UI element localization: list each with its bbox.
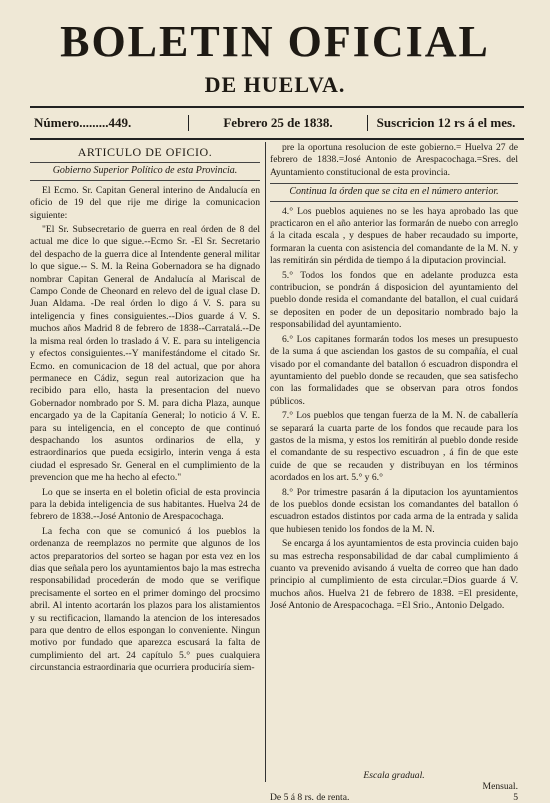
subscription-price: Suscricion 12 rs á el mes. <box>376 115 516 130</box>
paragraph: Se encarga á los ayuntamientos de esta provincia cuiden bajo su mas estrecha responsabilidad de dar cabal cumplimiento á cuanto va prevenido avisando á vuelta de correo que han dado principio al cumplimiento de esta circular.=Dios guarde á V. muchos años. Huelva 21 de febrero de 1838. =El presidente, José Antonio de Arespacochaga. =El Srio., Antonio Delgado. <box>270 538 518 612</box>
escala-label: Escala gradual. <box>363 770 425 781</box>
left-column <box>30 142 260 784</box>
paragraph: La fecha con que se comunicó á los pueblos la ordenanza de reemplazos no permite que algunos de los actos preparatorios del sorteo se hagan por esta vez en los dias que señala pero los ayuntamientos bajo la mas estrecha responsabilidad procederán de modo que se verifique precisamente el sorteo en el primer domingo del procsimo abril. Al intento acortarán los plazos para los alistamientos y su rectificacion, llamando la atencion de los interesados para que dentro de ellos espongan lo conveniente. Ningun motivo por fundado que aparezca escusará la falta de cumplimiento del art. 24 capítulo 5.° pues cualquiera circunstancia estraordinaria que ocurriera produciría siem- <box>30 525 260 674</box>
paragraph: 5.° Todos los fondos que en adelante produzca esta contribucion, se pondrán á disposicion del ayuntamiento del pueblo donde resida el comandante del batallon, el cual cuidará se depositen en poder de un depositario nombrado bajo la responsabilidad del ayuntamiento. <box>270 269 518 331</box>
masthead-subtitle: DE HUELVA. <box>204 72 346 97</box>
right-column <box>270 142 518 784</box>
renta-value: 5 <box>513 792 518 803</box>
masthead-title: BOLETIN OFICIAL <box>60 17 490 66</box>
paragraph: 7.° Los pueblos que tengan fuerza de la M. N. de caballería se separará la cuarta parte de los fondos que recaude para los gastos de la misma, y estos los remitirán al pueblo donde reside el comandante de su respectivo escuadron , á fin de que este cuide de que se recauden y distribuyan en los términos acordados en los art. 5.° y 6.° <box>270 410 518 484</box>
column-divider <box>265 142 266 782</box>
paragraph: Lo que se inserta en el boletin oficial de esta provincia para la debida inteligencia de sus habitantes. Huelva 24 de febrero de 1838.--José Antonio de Arespacochaga. <box>30 486 260 523</box>
renta-row <box>270 792 518 803</box>
mensual-label: Mensual. <box>482 781 518 792</box>
paragraph: pre la oportuna resolucion de este gobierno.= Huelva 27 de febrero de 1838.=José Antonio de Arespacochaga.=Sres. del Ayuntamiento constitucional de esta provincia. <box>270 142 518 178</box>
issue-info-bar <box>30 106 524 140</box>
paragraph: El Ecmo. Sr. Capitan General interino de Andalucía en oficio de 19 del que rije me dirige la comunicacion siguiente: <box>30 184 260 221</box>
issue-number: Número.........449. <box>30 115 189 131</box>
section-heading: Gobierno Superior Político de esta Provincia. <box>30 162 260 180</box>
issue-date: Febrero 25 de 1838. <box>189 115 368 131</box>
footer <box>270 770 518 803</box>
article-heading: ARTICULO DE OFICIO. <box>77 145 213 159</box>
section-heading: Continua la órden que se cita en el número anterior. <box>270 183 518 201</box>
renta-label: De 5 á 8 rs. de renta. <box>270 792 350 803</box>
paragraph: "El Sr. Subsecretario de guerra en real órden de 8 del actual me dice lo que sigue.--Ecmo Sr. -El Sr. Secretario del despacho de la guerra dice al Intendente general militar lo que sigue.-- S. M. la Reina Gobernadora se ha dignado nombrar Capitan General de Andalucía al Mariscal de Campo Conde de Cheonard en relevo del de igual clase D. Juan Aldama. -De real órden lo digo á V. S. para su inteligencia y fines consiguientes.--Dios guarde á V. S. muchos años Madrid 8 de febrero de 1838--Carratalá.--De la misma real órden lo traslado á V. E. para su inteligencia y efectos consiguientes.--Y manifestándome el citado Sr. Ecmo. en comunicacion de 18 del actual, que por ahora permanece en Cádiz, segun real autorizacion que ha recibido para ello, hasta la presentacion del nuevo Gobernador nombrado por S. M. para dicha Plaza, aunque encargado ya de la Capitanía General; lo noticio á V. E. para su inteligencia, en el concepto de que continuó despachando los asuntos ordinarios de ella, y estraordinarios que pueda ecsigirlo, interin venga á esta ciudad el espresado Sr. General en el cumplimiento de la prevencion que me ha hecho al efecto." <box>30 224 260 484</box>
paragraph: 6.° Los capitanes formarán todos los meses un presupuesto de la suma á que asciendan los gastos de su compañía, el cual visado por el comandante del batallon ó escuadron dispondra el ayuntamiento del pueblo donde se recauden, que sea satisfecho con las formalidades que se observan para otros fondos públicos. <box>270 333 518 407</box>
paragraph: 4.° Los pueblos aquienes no se les haya aprobado las que practicaron en el año anterior las formarán de nuebo con arreglo á la citada escala , y despues de haber recaudado su importe, formaran la cuenta con asistencia del comandante de la M. N. y las remitirán sin pérdida de tiempo á la diputacion provincial. <box>270 205 518 267</box>
paragraph: 8.° Por trimestre pasarán á la diputacion los ayuntamientos de los pueblos donde ecsistan los comandantes del batallon ó escuadron estados distintos por cada arma de la entrada y salida que hubiesen tenido los fondos de la M. N. <box>270 486 518 535</box>
